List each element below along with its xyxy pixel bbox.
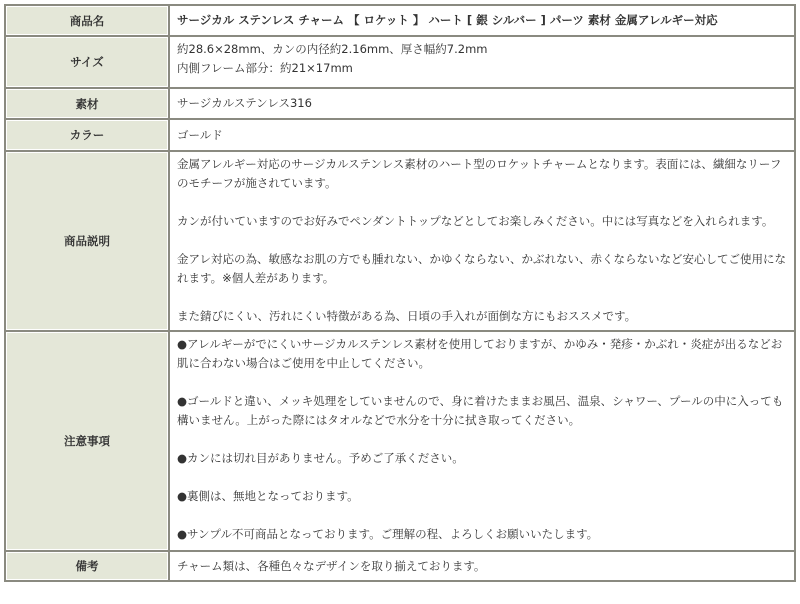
- description-paragraph: 金アレ対応の為、敏感なお肌の方でも腫れない、かゆくならない、かぶれない、赤くならないなど安心してご使用になれます。※個人差があります。: [177, 252, 787, 285]
- size-line-2: 内側フレーム部分：約21×17mm: [177, 61, 353, 75]
- label-product-name: 商品名: [6, 6, 168, 35]
- note-item: ●裏側は、無地となっております。: [177, 489, 359, 503]
- note-item: ●アレルギーがでにくいサージカルステンレス素材を使用しておりますが、かゆみ・発疹・かぶれ・炎症が出るなどお肌に合わない場合はご使用を中止してください。: [177, 337, 783, 370]
- row-notes: [6, 332, 794, 550]
- label-remarks: 備考: [6, 552, 168, 580]
- product-spec-table: [4, 4, 796, 582]
- value-description: [170, 152, 794, 330]
- size-line-1: 約28.6×28mm、カンの内径約2.16mm、厚さ幅約7.2mm: [177, 42, 488, 56]
- label-description: 商品説明: [6, 152, 168, 330]
- value-remarks: チャーム類は、各種色々なデザインを取り揃えております。: [170, 552, 794, 580]
- note-item: ●サンプル不可商品となっております。ご理解の程、よろしくお願いいたします。: [177, 527, 599, 541]
- note-item: ●カンには切れ目がありません。予めご了承ください。: [177, 451, 464, 465]
- label-material: 素材: [6, 89, 168, 118]
- description-paragraph: 金属アレルギー対応のサージカルステンレス素材のハート型のロケットチャームとなります。表面には、繊細なリーフのモチーフが施されています。: [177, 157, 782, 190]
- label-color: カラー: [6, 120, 168, 150]
- value-notes: [170, 332, 794, 550]
- label-size: サイズ: [6, 37, 168, 87]
- note-item: ●ゴールドと違い、メッキ処理をしていませんので、身に着けたままお風呂、温泉、シャワー、プールの中に入っても構いません。上がった際にはタオルなどで水分を十分に拭き取ってください。: [177, 394, 784, 427]
- row-description: [6, 152, 794, 330]
- label-notes: 注意事項: [6, 332, 168, 550]
- row-color: [6, 120, 794, 150]
- value-color: ゴールド: [170, 120, 794, 150]
- description-paragraph: カンが付いていますのでお好みでペンダントトップなどとしてお楽しみください。中には写真などを入れられます。: [177, 214, 774, 228]
- value-size: [170, 37, 794, 87]
- row-remarks: [6, 552, 794, 580]
- value-product-name: サージカル ステンレス チャーム 【 ロケット 】 ハート [ 銀 シルバー ] パーツ 素材 金属アレルギー対応: [170, 6, 794, 35]
- row-size: [6, 37, 794, 87]
- description-paragraph: また錆びにくい、汚れにくい特徴がある為、日頃の手入れが面倒な方にもおススメです。: [177, 309, 637, 323]
- value-material: サージカルステンレス316: [170, 89, 794, 118]
- row-material: [6, 89, 794, 118]
- product-spec-container: [4, 4, 796, 582]
- row-product-name: [6, 6, 794, 35]
